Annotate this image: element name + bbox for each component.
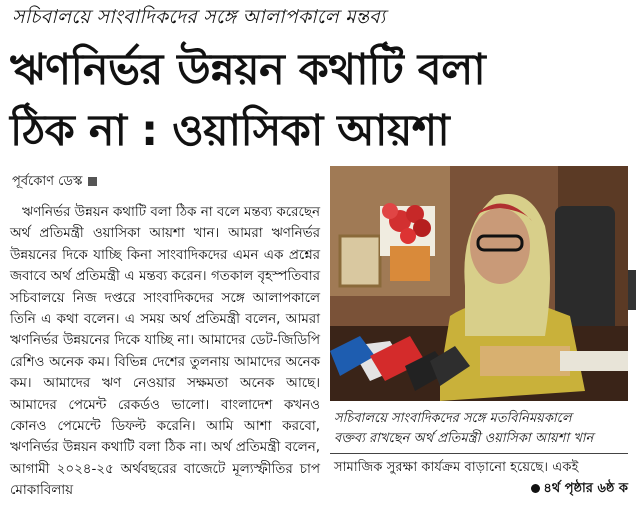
continuation-text: সামাজিক সুরক্ষা কার্যক্রম বাড়ানো হয়েছে। একই bbox=[334, 460, 579, 475]
article-body bbox=[10, 202, 320, 502]
news-photo bbox=[330, 166, 628, 401]
page-edge-mark bbox=[628, 270, 636, 310]
page-jump-label: ৪র্থ পৃষ্ঠার ৬ষ্ঠ ক bbox=[543, 481, 628, 496]
headline-line-1: ঋণনির্ভর উন্নয়ন কথাটি বলা bbox=[10, 45, 486, 95]
square-bullet-icon bbox=[88, 177, 97, 186]
article-body-text: ঋণনির্ভর উন্নয়ন কথাটি বলা ঠিক না বলে মন্তব্য করেছেন অর্থ প্রতিমন্ত্রী ওয়াসিকা আয়শা খান। আমরা ঋণনির্ভর উন্নয়নের দিকে যাচ্ছি কিনা সাংবাদিকদের এমন এক প্রশ্নের জবাবে অর্থ প্রতিমন্ত্রী এ মন্তব্য করেন। গতকাল বৃহস্পতিবার সচিবালয়ে নিজ দপ্তরে সাংবাদিকদের সঙ্গে আলাপকালে তিনি এ কথা বলেন। এ সময় অর্থ প্রতিমন্ত্রী বলেন, আমরা ঋণনির্ভর উন্নয়নের দিকে যাচ্ছি না। আমাদের ডেট-জিডিপি রেশিও অনেক কম। বিভিন্ন দেশের তুলনায় আমাদের অনেক কম। আমাদের ঋণ নেওয়ার সক্ষমতা অনেক আছে। আমাদের পেমেন্ট রেকর্ডও ভালো। বাংলাদেশ কখনও কোনও পেমেন্টে ডিফল্ট করেনি। আমি আশা করবো, ঋণনির্ভর উন্নয়ন কথাটি বলা ঠিক না। অর্থ প্রতিমন্ত্রী বলেন, আগামী ২০২৪-২৫ অর্থবছরের বাজেটে মূল্যস্ফীতির চাপ মোকাবিলায় bbox=[10, 205, 320, 499]
byline-desk bbox=[12, 172, 97, 193]
caption-line-1: সচিবালয়ে সাংবাদিকদের সঙ্গে মতবিনিময়কালে bbox=[334, 411, 572, 426]
headline-line-2: ঠিক না : ওয়াসিকা আয়শা bbox=[10, 106, 450, 156]
caption-divider bbox=[330, 453, 628, 454]
desk-label: পূর্বকোণ ডেস্ক bbox=[12, 174, 83, 189]
page-jump bbox=[531, 479, 628, 500]
caption-line-2: বক্তব্য রাখছেন অর্থ প্রতিমন্ত্রী ওয়াসিকা আয়শা খান bbox=[334, 431, 594, 446]
article-kicker: সচিবালয়ে সাংবাদিকদের সঙ্গে আলাপকালে মন্তব্য bbox=[12, 6, 386, 28]
photo-caption bbox=[334, 409, 628, 449]
bullet-icon bbox=[531, 484, 540, 493]
